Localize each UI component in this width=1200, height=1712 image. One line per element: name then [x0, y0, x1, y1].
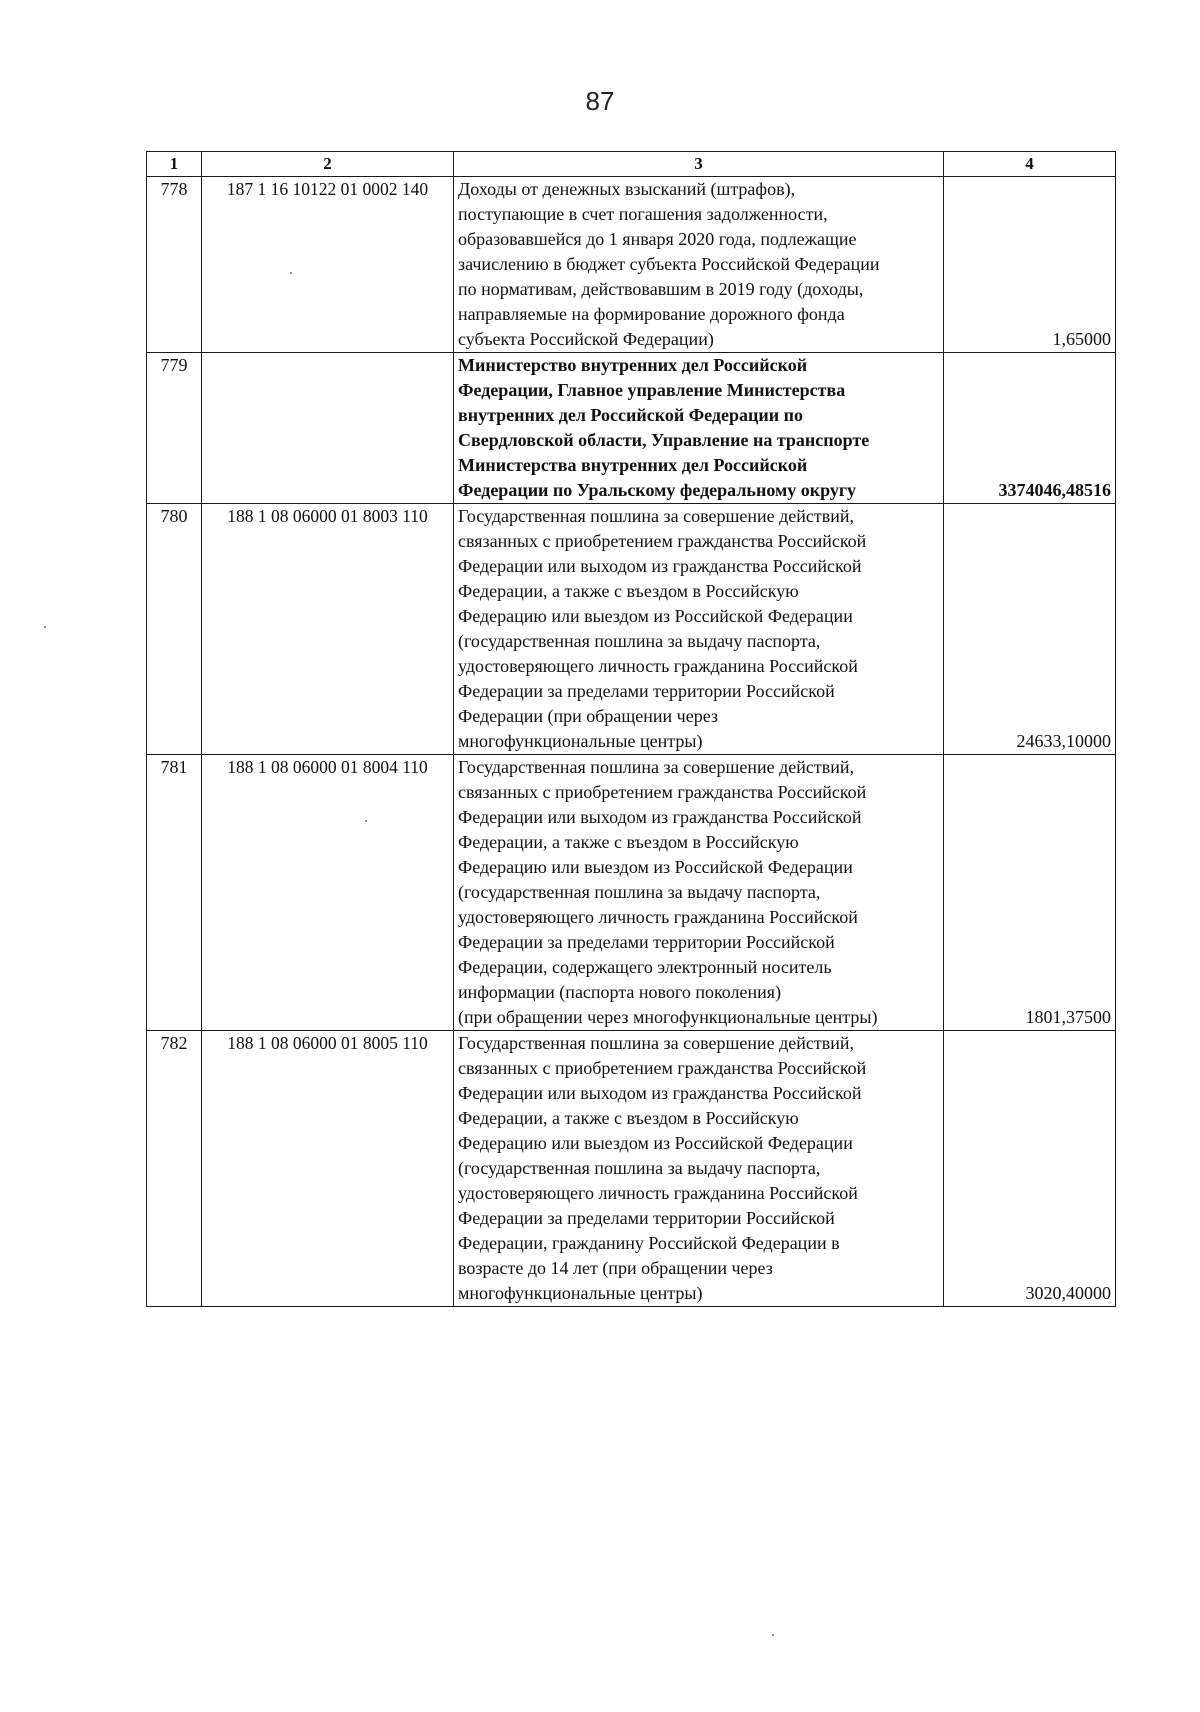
description-line: поступающие в счет погашения задолженности, [458, 204, 828, 224]
description-line: Доходы от денежных взысканий (штрафов), [458, 179, 796, 199]
description-line: удостоверяющего личность гражданина Российской [458, 656, 858, 676]
description-line: связанных с приобретением гражданства Российской [458, 1058, 867, 1078]
header-col-3: 3 [454, 152, 944, 177]
amount: 1,65000 [944, 177, 1116, 353]
description-line: (государственная пошлина за выдачу паспорта, [458, 631, 821, 651]
description-line: связанных с приобретением гражданства Российской [458, 782, 867, 802]
header-col-4: 4 [944, 152, 1116, 177]
description-line: информации (паспорта нового поколения) [458, 982, 782, 1002]
budget-code [202, 353, 454, 504]
header-col-1: 1 [147, 152, 202, 177]
amount: 24633,10000 [944, 504, 1116, 755]
row-number: 782 [147, 1031, 202, 1307]
table-row [147, 177, 1116, 353]
row-number: 778 [147, 177, 202, 353]
description-line: Федерации за пределами территории Российской [458, 932, 835, 952]
table-body [147, 177, 1116, 1307]
row-number: 779 [147, 353, 202, 504]
description-line: зачислению в бюджет субъекта Российской Федерации [458, 254, 880, 274]
description-line: многофункциональные центры) [458, 731, 703, 751]
description-line: Федерацию или выездом из Российской Федерации [458, 606, 853, 626]
description-line: Федерации за пределами территории Российской [458, 1208, 835, 1228]
description-line: Федерации за пределами территории Российской [458, 681, 835, 701]
table-row [147, 353, 1116, 504]
row-number: 780 [147, 504, 202, 755]
description-line: Государственная пошлина за совершение действий, [458, 1033, 855, 1053]
description-line: Федерации или выходом из гражданства Российской [458, 1083, 862, 1103]
description-line: Свердловской области, Управление на транспорте [458, 430, 870, 450]
description-line: Федерации, а также с въездом в Российскую [458, 1108, 799, 1128]
description-line: Федерации по Уральскому федеральному округу [458, 480, 857, 500]
table-row [147, 755, 1116, 1031]
description [454, 353, 944, 504]
description-line: Федерации, а также с въездом в Российскую [458, 581, 799, 601]
budget-code: 188 1 08 06000 01 8004 110 [202, 755, 454, 1031]
description-line: Государственная пошлина за совершение действий, [458, 757, 855, 777]
page-number: 87 [585, 86, 615, 116]
header-col-2: 2 [202, 152, 454, 177]
description-line: Федерации или выходом из гражданства Российской [458, 807, 862, 827]
description-line: Федерацию или выездом из Российской Федерации [458, 857, 853, 877]
description-line: направляемые на формирование дорожного фонда [458, 304, 845, 324]
description [454, 1031, 944, 1307]
description-line: внутренних дел Российской Федерации по [458, 405, 804, 425]
amount: 3374046,48516 [944, 353, 1116, 504]
table-row [147, 504, 1116, 755]
description-line: по нормативам, действовавшим в 2019 году (доходы, [458, 279, 864, 299]
budget-code: 187 1 16 10122 01 0002 140 [202, 177, 454, 353]
budget-code: 188 1 08 06000 01 8003 110 [202, 504, 454, 755]
description-line: (государственная пошлина за выдачу паспорта, [458, 882, 821, 902]
description [454, 504, 944, 755]
description-line: Министерство внутренних дел Российской [458, 355, 808, 375]
description-line: Федерации, а также с въездом в Российскую [458, 832, 799, 852]
description-line: Федерации (при обращении через [458, 706, 719, 726]
description-line: Федерации или выходом из гражданства Российской [458, 556, 862, 576]
description-line: субъекта Российской Федерации) [458, 329, 714, 349]
description-line: Министерства внутренних дел Российской [458, 455, 808, 475]
budget-code: 188 1 08 06000 01 8005 110 [202, 1031, 454, 1307]
amount: 3020,40000 [944, 1031, 1116, 1307]
amount: 1801,37500 [944, 755, 1116, 1031]
table-row [147, 1031, 1116, 1307]
description-line: Федерации, Главное управление Министерства [458, 380, 846, 400]
row-number: 781 [147, 755, 202, 1031]
scan-speck [44, 626, 46, 628]
scan-speck [290, 272, 292, 274]
description-line: Федерацию или выездом из Российской Федерации [458, 1133, 853, 1153]
description-line: удостоверяющего личность гражданина Российской [458, 907, 858, 927]
description-line: Федерации, содержащего электронный носитель [458, 957, 832, 977]
description-line: образовавшейся до 1 января 2020 года, подлежащие [458, 229, 857, 249]
description-line: удостоверяющего личность гражданина Российской [458, 1183, 858, 1203]
scan-speck [365, 820, 367, 822]
description [454, 755, 944, 1031]
description-line: связанных с приобретением гражданства Российской [458, 531, 867, 551]
description-line: (при обращении через многофункциональные центры) [458, 1007, 878, 1027]
table-header [147, 152, 1116, 177]
description-line: многофункциональные центры) [458, 1283, 703, 1303]
description-line: Федерации, гражданину Российской Федерации в [458, 1233, 840, 1253]
header-row [147, 152, 1116, 177]
description [454, 177, 944, 353]
description-line: Государственная пошлина за совершение действий, [458, 506, 855, 526]
budget-table [146, 151, 1116, 1307]
scan-speck [772, 1634, 774, 1636]
description-line: возрасте до 14 лет (при обращении через [458, 1258, 773, 1278]
description-line: (государственная пошлина за выдачу паспорта, [458, 1158, 821, 1178]
